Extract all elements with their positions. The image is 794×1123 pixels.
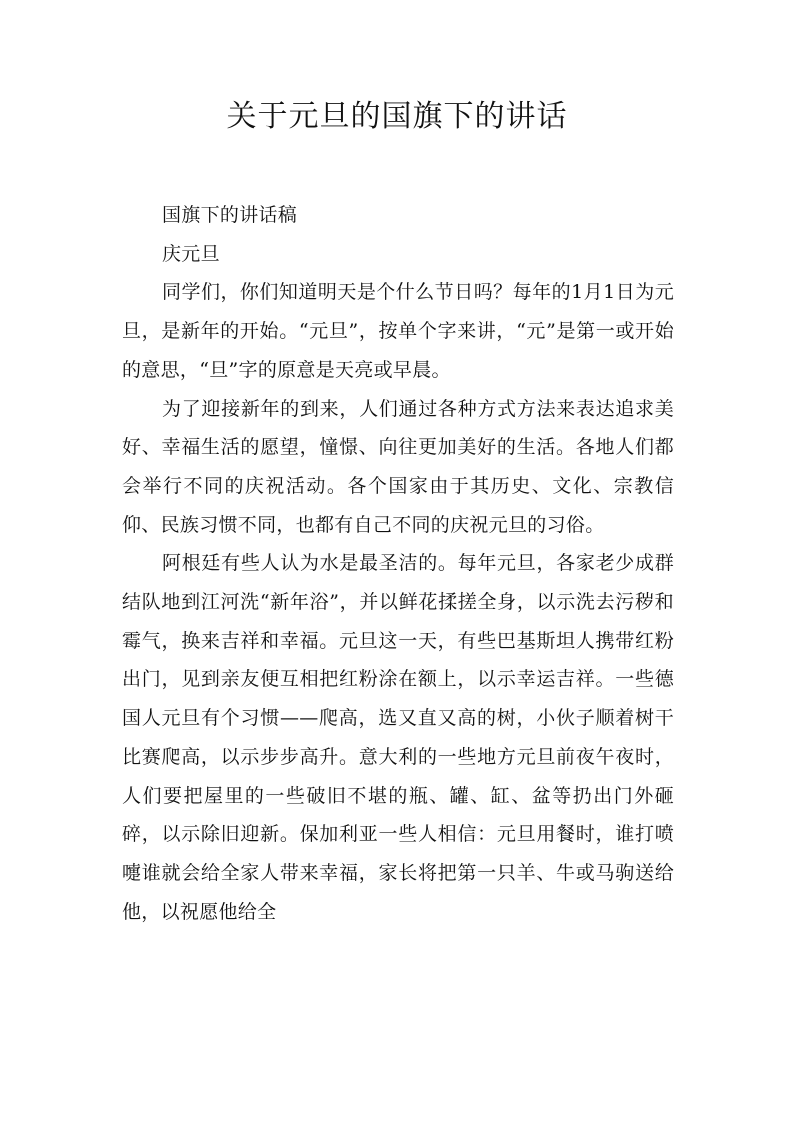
- paragraph-celebration: 为了迎接新年的到来，人们通过各种方式方法来表达追求美好、幸福生活的愿望，憧憬、向往更加美好的生活。各地人们都会举行不同的庆祝活动。各个国家由于其历史、文化、宗教信仰、民族习惯不同，也都有自己不同的庆祝元旦的习俗。: [122, 397, 674, 536]
- paragraph-customs: 阿根廷有些人认为水是最圣洁的。每年元旦，各家老少成群结队地到江河洗“新年浴”，并以鲜花揉搓全身，以示洗去污秽和霉气，换来吉祥和幸福。元旦这一天，有些巴基斯坦人携带红粉出门，见到亲友便互相把红粉涂在额上，以示幸运吉祥。一些德国人元旦有个习惯——爬高，选又直又高的树，小伙子顺着树干比赛爬高，以示步步高升。意大利的一些地方元旦前夜午夜时，人们要把屋里的一些破旧不堪的瓶、罐、缸、盆等扔出门外砸碎，以示除旧迎新。保加利亚一些人相信：元旦用餐时，谁打喷嚏谁就会给全家人带来幸福，家长将把第一只羊、牛或马驹送给他，以祝愿他给全: [122, 552, 674, 923]
- paragraph-speech-label: 国旗下的讲话稿: [162, 204, 298, 226]
- paragraph-intro: 同学们，你们知道明天是个什么节日吗？每年的1月1日为元旦，是新年的开始。“元旦”，按单个字来讲，“元”是第一或开始的意思，“旦”字的原意是天亮或早晨。: [122, 281, 674, 381]
- document-title: 关于元旦的国旗下的讲话: [226, 99, 568, 134]
- paragraph-subtitle: 庆元旦: [162, 242, 220, 265]
- document-body: [122, 196, 674, 931]
